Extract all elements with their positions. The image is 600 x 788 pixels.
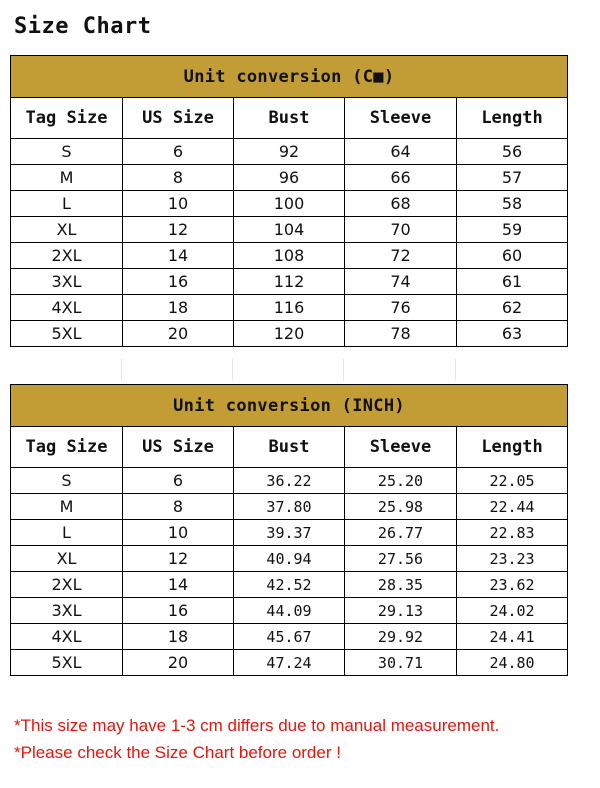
table-row bbox=[11, 269, 568, 295]
table-cell: 72 bbox=[345, 243, 457, 269]
table-cell: 27.56 bbox=[345, 546, 457, 572]
table-row bbox=[11, 494, 568, 520]
table-cell: XL bbox=[11, 546, 123, 572]
table-cell: 57 bbox=[457, 165, 568, 191]
table-cell: 24.41 bbox=[457, 624, 568, 650]
unit-header-inch: Unit conversion (INCH) bbox=[11, 385, 568, 427]
page-title: Size Chart bbox=[14, 14, 152, 39]
table-cell: S bbox=[11, 468, 123, 494]
table-cell: 24.02 bbox=[457, 598, 568, 624]
table-cell: 18 bbox=[123, 624, 234, 650]
column-header-us-size: US Size bbox=[123, 98, 234, 139]
table-row bbox=[11, 468, 568, 494]
column-header-bust: Bust bbox=[234, 98, 345, 139]
table-cell: 6 bbox=[123, 139, 234, 165]
column-header-sleeve: Sleeve bbox=[345, 98, 457, 139]
unit-header-cm: Unit conversion (C■) bbox=[11, 56, 568, 98]
table-cell: 70 bbox=[345, 217, 457, 243]
table-row bbox=[11, 624, 568, 650]
table-cell: 108 bbox=[234, 243, 345, 269]
table-cell: 59 bbox=[457, 217, 568, 243]
table-cell: 6 bbox=[123, 468, 234, 494]
table-cell: 112 bbox=[234, 269, 345, 295]
table-cell: 37.80 bbox=[234, 494, 345, 520]
table-cell: XL bbox=[11, 217, 123, 243]
table-cell: 16 bbox=[123, 269, 234, 295]
table-row bbox=[11, 165, 568, 191]
table-cell: M bbox=[11, 165, 123, 191]
table-cell: 44.09 bbox=[234, 598, 345, 624]
table-cell: 45.67 bbox=[234, 624, 345, 650]
table-cell: 20 bbox=[123, 321, 234, 347]
column-header-length: Length bbox=[457, 427, 568, 468]
column-header-us-size: US Size bbox=[123, 427, 234, 468]
size-table-inch bbox=[10, 384, 568, 676]
table-cell: 12 bbox=[123, 546, 234, 572]
table-cell: 18 bbox=[123, 295, 234, 321]
column-header-tag-size: Tag Size bbox=[11, 98, 123, 139]
table-row bbox=[11, 243, 568, 269]
table-row bbox=[11, 139, 568, 165]
table-cell: 76 bbox=[345, 295, 457, 321]
table-cell: 100 bbox=[234, 191, 345, 217]
table-cell: 36.22 bbox=[234, 468, 345, 494]
table-cell: 104 bbox=[234, 217, 345, 243]
table-row bbox=[11, 191, 568, 217]
table-row bbox=[11, 650, 568, 676]
measurement-note: *This size may have 1-3 cm differs due to manual measurement. bbox=[14, 716, 500, 735]
table-cell: 47.24 bbox=[234, 650, 345, 676]
table-cell: 22.44 bbox=[457, 494, 568, 520]
table-cell: 29.92 bbox=[345, 624, 457, 650]
table-cell: 5XL bbox=[11, 650, 123, 676]
table-cell: 5XL bbox=[11, 321, 123, 347]
table-cell: L bbox=[11, 520, 123, 546]
table-cell: 64 bbox=[345, 139, 457, 165]
table-row bbox=[11, 572, 568, 598]
table-cell: 20 bbox=[123, 650, 234, 676]
column-header-row bbox=[11, 427, 568, 468]
table-row bbox=[11, 546, 568, 572]
table-cell: 16 bbox=[123, 598, 234, 624]
table-cell: 40.94 bbox=[234, 546, 345, 572]
table-cell: 25.98 bbox=[345, 494, 457, 520]
table-cell: 3XL bbox=[11, 598, 123, 624]
table-cell: 116 bbox=[234, 295, 345, 321]
table-cell: 8 bbox=[123, 165, 234, 191]
order-note: *Please check the Size Chart before order ! bbox=[14, 743, 341, 762]
table-cell: 29.13 bbox=[345, 598, 457, 624]
table-cell: 68 bbox=[345, 191, 457, 217]
table-cell: 92 bbox=[234, 139, 345, 165]
table-cell: 22.83 bbox=[457, 520, 568, 546]
table-cell: 26.77 bbox=[345, 520, 457, 546]
table-row bbox=[11, 321, 568, 347]
table-cell: 23.62 bbox=[457, 572, 568, 598]
table-cell: 25.20 bbox=[345, 468, 457, 494]
table-cell: S bbox=[11, 139, 123, 165]
table-cell: 10 bbox=[123, 520, 234, 546]
table-cell: 8 bbox=[123, 494, 234, 520]
table-cell: 74 bbox=[345, 269, 457, 295]
table-cell: 23.23 bbox=[457, 546, 568, 572]
table-cell: 58 bbox=[457, 191, 568, 217]
table-cell: 4XL bbox=[11, 295, 123, 321]
table-cell: 78 bbox=[345, 321, 457, 347]
column-header-bust: Bust bbox=[234, 427, 345, 468]
table-cell: L bbox=[11, 191, 123, 217]
table-cell: M bbox=[11, 494, 123, 520]
column-header-row bbox=[11, 98, 568, 139]
table-cell: 4XL bbox=[11, 624, 123, 650]
column-header-tag-size: Tag Size bbox=[11, 427, 123, 468]
table-row bbox=[11, 598, 568, 624]
table-gap bbox=[10, 359, 567, 381]
table-cell: 22.05 bbox=[457, 468, 568, 494]
table-row bbox=[11, 520, 568, 546]
table-cell: 2XL bbox=[11, 243, 123, 269]
table-cell: 39.37 bbox=[234, 520, 345, 546]
table-cell: 14 bbox=[123, 572, 234, 598]
table-cell: 14 bbox=[123, 243, 234, 269]
table-cell: 42.52 bbox=[234, 572, 345, 598]
table-cell: 2XL bbox=[11, 572, 123, 598]
column-header-sleeve: Sleeve bbox=[345, 427, 457, 468]
table-cell: 24.80 bbox=[457, 650, 568, 676]
table-row bbox=[11, 295, 568, 321]
table-cell: 3XL bbox=[11, 269, 123, 295]
table-cell: 56 bbox=[457, 139, 568, 165]
table-cell: 66 bbox=[345, 165, 457, 191]
table-cell: 63 bbox=[457, 321, 568, 347]
table-row bbox=[11, 217, 568, 243]
table-cell: 30.71 bbox=[345, 650, 457, 676]
table-cell: 120 bbox=[234, 321, 345, 347]
table-cell: 12 bbox=[123, 217, 234, 243]
table-cell: 62 bbox=[457, 295, 568, 321]
table-cell: 61 bbox=[457, 269, 568, 295]
table-cell: 96 bbox=[234, 165, 345, 191]
table-cell: 28.35 bbox=[345, 572, 457, 598]
column-header-length: Length bbox=[457, 98, 568, 139]
table-cell: 60 bbox=[457, 243, 568, 269]
table-cell: 10 bbox=[123, 191, 234, 217]
size-table-cm bbox=[10, 55, 568, 347]
